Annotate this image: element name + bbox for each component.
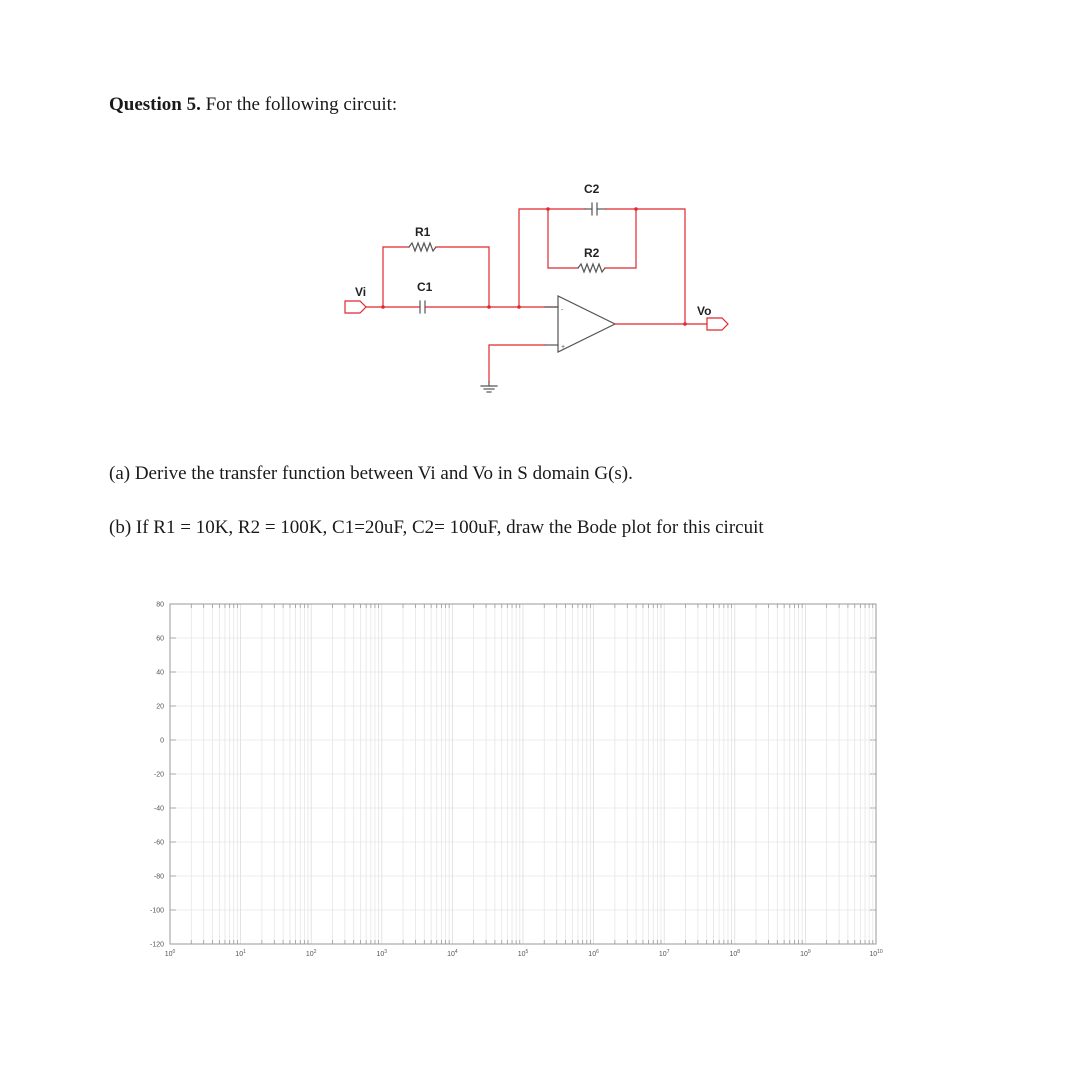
part-a-text: (a) Derive the transfer function between Vi and Vo in S domain G(s). <box>109 463 633 484</box>
y-tick-label: -60 <box>153 839 164 847</box>
x-tick-label: $10^7$ <box>658 949 670 958</box>
y-tick-label: 40 <box>156 669 164 677</box>
question-text: For the following circuit: <box>205 94 398 115</box>
x-tick-label: $10^3$ <box>376 949 388 958</box>
c1-label: C1 <box>417 280 433 294</box>
y-tick-label: 20 <box>156 703 164 711</box>
question-number: Question 5. <box>109 94 201 115</box>
vo-label: Vo <box>697 304 712 318</box>
x-tick-label: $10^9$ <box>800 949 811 958</box>
y-tick-label: -120 <box>149 941 164 949</box>
r1-label: R1 <box>415 225 431 239</box>
y-tick-label: 0 <box>160 737 164 745</box>
r2-label: R2 <box>584 246 600 260</box>
x-tick-label: $10^4$ <box>447 949 458 958</box>
y-tick-label: -80 <box>153 873 164 881</box>
y-tick-label: 60 <box>156 635 164 643</box>
x-tick-label: $10^0$ <box>164 949 176 958</box>
grid-lines <box>170 604 876 944</box>
c2-label: C2 <box>584 182 600 196</box>
y-tick-label: -20 <box>153 771 164 779</box>
part-b-text: (b) If R1 = 10K, R2 = 100K, C1=20uF, C2= 100uF, draw the Bode plot for this circuit <box>109 517 764 538</box>
opamp-minus-label: - <box>561 307 564 314</box>
x-tick-label: $10^{10}$ <box>869 949 883 958</box>
vi-label: Vi <box>355 285 367 299</box>
opamp-plus-label: + <box>561 344 566 351</box>
y-tick-label: -100 <box>149 907 164 915</box>
x-tick-label: $10^6$ <box>588 949 599 958</box>
x-tick-label: $10^1$ <box>235 949 246 958</box>
x-tick-label: $10^5$ <box>517 949 529 958</box>
x-tick-label: $10^8$ <box>729 949 741 958</box>
x-tick-label: $10^2$ <box>305 949 317 958</box>
y-tick-label: -40 <box>153 805 164 813</box>
y-tick-label: 80 <box>156 601 164 609</box>
